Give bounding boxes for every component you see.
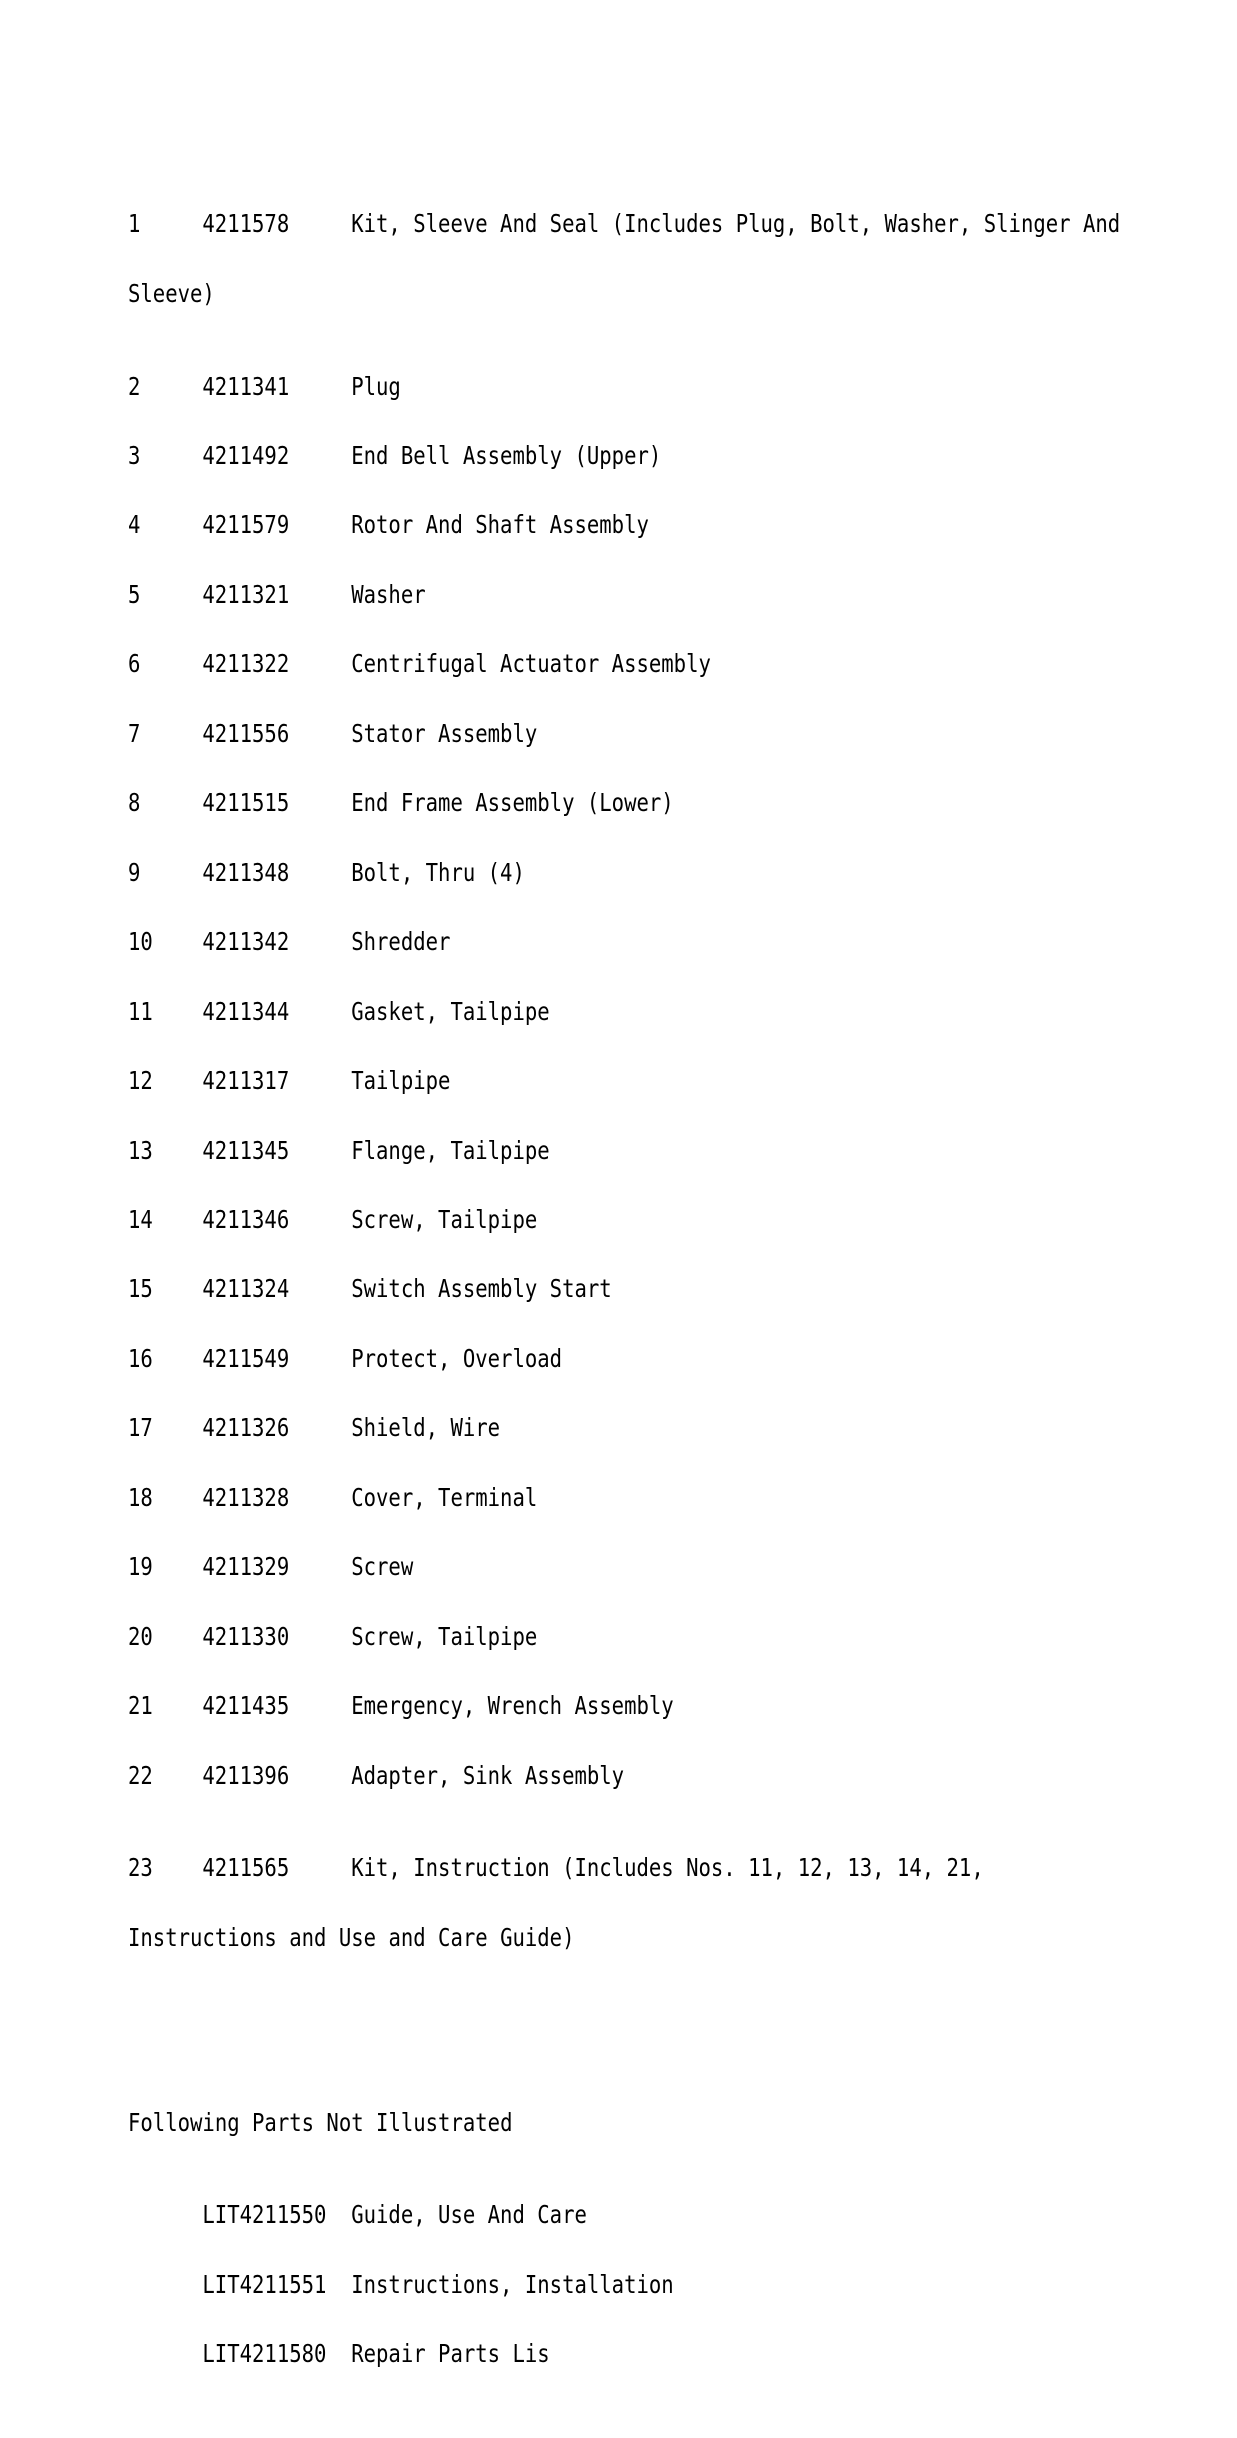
item-number: 15: [128, 1274, 153, 1304]
parts-row: [128, 209, 1121, 239]
item-number: 13: [128, 1135, 153, 1165]
item-number: 11: [128, 996, 153, 1026]
item-number: 9: [128, 857, 141, 887]
item-number: 20: [128, 1621, 153, 1651]
part-number: 4211515: [202, 788, 290, 818]
part-number: 4211329: [202, 1552, 290, 1582]
part-number: 4211579: [202, 510, 290, 540]
parts-row: [128, 996, 1120, 1026]
parts-row: [128, 510, 1120, 540]
part-description: Rotor And Shaft Assembly: [351, 510, 649, 540]
part-description: Kit, Instruction (Includes Nos. 11, 12, 13, 14, 21,: [351, 1853, 984, 1883]
part-number: 4211330: [202, 1621, 290, 1651]
part-number: 4211326: [202, 1413, 290, 1443]
part-number: 4211342: [202, 927, 290, 957]
part-number: 4211346: [202, 1204, 290, 1234]
item-number: 1: [128, 209, 141, 239]
part-number: 4211549: [202, 1343, 290, 1373]
not-illustrated-heading: [128, 2107, 1120, 2137]
part-description: End Bell Assembly (Upper): [351, 440, 662, 470]
part-number: 4211556: [202, 718, 290, 748]
parts-row-wrap: [128, 1922, 1120, 1952]
part-number: 4211344: [202, 996, 290, 1026]
part-description: Centrifugal Actuator Assembly: [351, 649, 711, 679]
parts-row: [128, 718, 1120, 748]
not-illustrated-row: [128, 2200, 1120, 2230]
part-number: 4211322: [202, 649, 290, 679]
parts-row: [128, 1135, 1120, 1165]
item-number: 7: [128, 718, 141, 748]
parts-row: [128, 1482, 1120, 1512]
parts-row: [128, 1621, 1120, 1651]
part-number: 4211328: [202, 1482, 290, 1512]
part-number: 4211396: [202, 1760, 290, 1790]
item-number: 3: [128, 440, 141, 470]
item-number: 4: [128, 510, 141, 540]
lit-part-description: Guide, Use And Care: [351, 2200, 587, 2230]
item-number: 14: [128, 1204, 153, 1234]
item-number: 2: [128, 371, 141, 401]
part-description: Protect, Overload: [351, 1343, 563, 1373]
part-description: Screw: [351, 1552, 414, 1582]
part-description-wrap: Sleeve): [128, 278, 215, 308]
part-number: 4211565: [202, 1853, 290, 1883]
part-description: Screw, Tailpipe: [351, 1621, 538, 1651]
part-description: End Frame Assembly (Lower): [351, 788, 674, 818]
parts-row: [128, 1343, 1120, 1373]
item-number: 8: [128, 788, 141, 818]
parts-row: [128, 1691, 1120, 1721]
blank-line: [128, 2018, 1120, 2041]
part-description: Plug: [351, 371, 401, 401]
parts-row: [128, 1853, 1120, 1883]
item-number: 6: [128, 649, 141, 679]
item-number: 16: [128, 1343, 153, 1373]
part-number: 4211321: [202, 579, 290, 609]
lit-part-number: LIT4211551: [202, 2269, 327, 2299]
parts-row: [128, 1760, 1120, 1790]
lit-part-description: Repair Parts Lis: [351, 2339, 550, 2369]
part-number: 4211345: [202, 1135, 290, 1165]
lit-part-number: LIT4211550: [202, 2200, 327, 2230]
part-description: Tailpipe: [351, 1066, 451, 1096]
parts-row: [128, 649, 1120, 679]
part-number: 4211324: [202, 1274, 290, 1304]
part-description: Switch Assembly Start: [351, 1274, 612, 1304]
part-description: Bolt, Thru (4): [351, 857, 525, 887]
lit-part-number: LIT4211580: [202, 2339, 327, 2369]
item-number: 22: [128, 1760, 153, 1790]
part-description: Cover, Terminal: [351, 1482, 538, 1512]
item-number: 17: [128, 1413, 153, 1443]
parts-row: [128, 1204, 1120, 1234]
not-illustrated-row: [128, 2339, 1120, 2369]
part-description: Kit, Sleeve And Seal (Includes Plug, Bolt, Washer, Slinger And: [351, 209, 1121, 239]
item-number: 5: [128, 579, 141, 609]
parts-row: [128, 788, 1120, 818]
part-number: 4211317: [202, 1066, 290, 1096]
parts-list: [128, 143, 1120, 2435]
item-number: 21: [128, 1691, 153, 1721]
part-description-wrap: Instructions and Use and Care Guide): [128, 1922, 575, 1952]
part-number: 4211341: [202, 371, 290, 401]
part-description: Shield, Wire: [351, 1413, 501, 1443]
part-description: Shredder: [351, 927, 451, 957]
parts-row: [128, 1552, 1120, 1582]
part-description: Adapter, Sink Assembly: [351, 1760, 625, 1790]
item-number: 23: [128, 1853, 153, 1883]
item-number: 18: [128, 1482, 153, 1512]
part-description: Gasket, Tailpipe: [351, 996, 550, 1026]
parts-row: [128, 1066, 1120, 1096]
parts-row: [128, 1413, 1120, 1443]
part-number: 4211348: [202, 857, 290, 887]
part-description: Washer: [351, 579, 426, 609]
item-number: 10: [128, 927, 153, 957]
part-number: 4211435: [202, 1691, 290, 1721]
not-illustrated-row: [128, 2269, 1120, 2299]
parts-row: [128, 579, 1120, 609]
part-description: Flange, Tailpipe: [351, 1135, 550, 1165]
part-number: 4211492: [202, 440, 290, 470]
parts-row: [128, 927, 1120, 957]
parts-row: [128, 440, 1120, 470]
item-number: 12: [128, 1066, 153, 1096]
parts-row-wrap: [128, 278, 1120, 308]
item-number: 19: [128, 1552, 153, 1582]
part-description: Emergency, Wrench Assembly: [351, 1691, 674, 1721]
part-description: Screw, Tailpipe: [351, 1204, 538, 1234]
part-number: 4211578: [202, 209, 290, 239]
parts-row: [128, 371, 1120, 401]
heading-text: Following Parts Not Illustrated: [128, 2107, 513, 2137]
part-description: Stator Assembly: [351, 718, 538, 748]
parts-row: [128, 1274, 1120, 1304]
parts-row: [128, 857, 1120, 887]
lit-part-description: Instructions, Installation: [351, 2269, 674, 2299]
